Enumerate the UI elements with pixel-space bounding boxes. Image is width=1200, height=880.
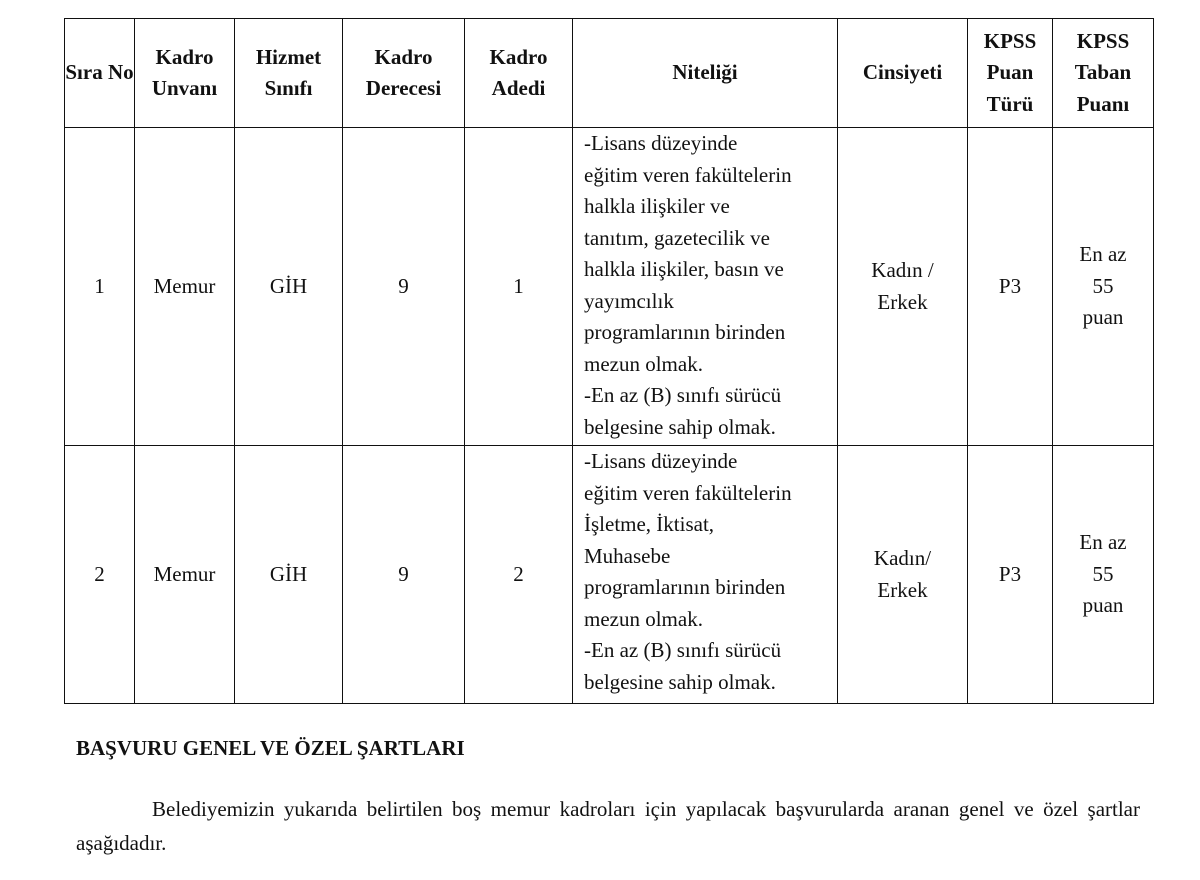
- cell-niteligi: -Lisans düzeyinde eğitim veren fakültelerin halkla ilişkiler ve tanıtım, gazetecilik ve halkla ilişkiler, basın ve yayımcılık programlarının birinden mezun olmak. -En az (B) sınıfı sürücü belgesine sahip olmak.: [573, 128, 838, 446]
- cell-kpss-taban-puani: En az 55 puan: [1053, 446, 1154, 704]
- cell-kadro-unvani: Memur: [135, 128, 235, 446]
- header-row: [65, 19, 1154, 128]
- cell-kadro-derecesi: 9: [343, 128, 465, 446]
- cell-kpss-puan-turu: P3: [968, 446, 1053, 704]
- cell-kadro-adedi: 1: [465, 128, 573, 446]
- cell-cinsiyeti: Kadın/ Erkek: [838, 446, 968, 704]
- header-sira-no: Sıra No: [65, 19, 135, 128]
- header-cinsiyeti: Cinsiyeti: [838, 19, 968, 128]
- header-kpss-taban-puani: KPSS Taban Puanı: [1053, 19, 1154, 128]
- section-heading: BAŞVURU GENEL VE ÖZEL ŞARTLARI: [76, 736, 465, 760]
- cell-sira-no: 1: [65, 128, 135, 446]
- cell-kadro-derecesi: 9: [343, 446, 465, 704]
- section-paragraph: Belediyemizin yukarıda belirtilen boş memur kadroları için yapılacak başvurularda aranan genel ve özel şartlar aşağıdadır.: [76, 797, 1140, 855]
- cell-sira-no: 2: [65, 446, 135, 704]
- header-kadro-adedi: Kadro Adedi: [465, 19, 573, 128]
- header-kadro-unvani: Kadro Unvanı: [135, 19, 235, 128]
- header-hizmet-sinifi: Hizmet Sınıfı: [235, 19, 343, 128]
- table-row: [65, 128, 1154, 446]
- table-row: [65, 446, 1154, 704]
- cell-kadro-adedi: 2: [465, 446, 573, 704]
- cell-cinsiyeti: Kadın / Erkek: [838, 128, 968, 446]
- cell-kpss-puan-turu: P3: [968, 128, 1053, 446]
- cell-hizmet-sinifi: GİH: [235, 446, 343, 704]
- cell-kpss-taban-puani: En az 55 puan: [1053, 128, 1154, 446]
- cell-niteligi: -Lisans düzeyinde eğitim veren fakültelerin İşletme, İktisat, Muhasebe programlarının birinden mezun olmak. -En az (B) sınıfı sürücü belgesine sahip olmak.: [573, 446, 838, 704]
- cell-kadro-unvani: Memur: [135, 446, 235, 704]
- header-niteligi: Niteliği: [573, 19, 838, 128]
- header-kadro-derecesi: Kadro Derecesi: [343, 19, 465, 128]
- header-kpss-puan-turu: KPSS Puan Türü: [968, 19, 1053, 128]
- kadro-table: [64, 18, 1154, 704]
- cell-hizmet-sinifi: GİH: [235, 128, 343, 446]
